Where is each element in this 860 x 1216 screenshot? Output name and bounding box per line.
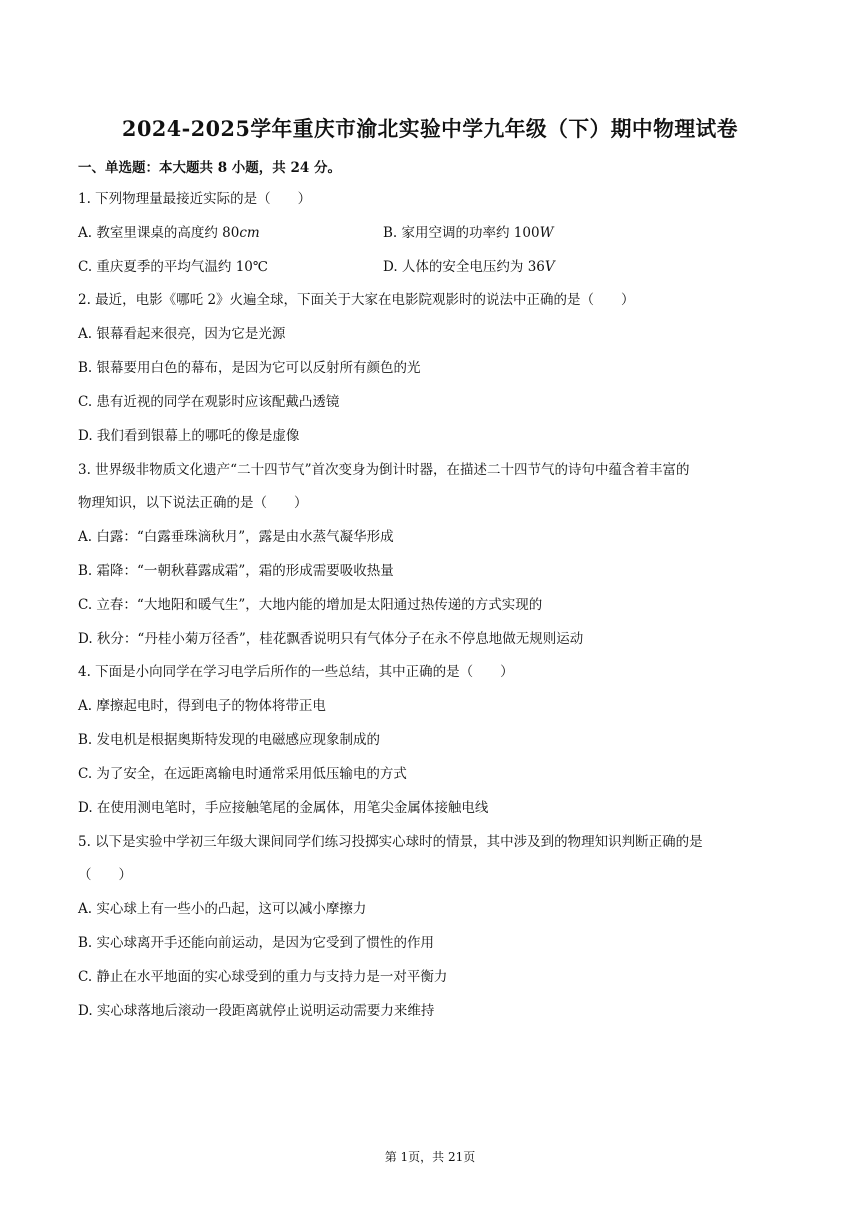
question-5-option-a: A. 实心球上有一些小的凸起，这可以减小摩擦力	[78, 901, 367, 917]
page-footer: 第 1页，共 21页	[384, 1150, 476, 1164]
question-1-option-d	[383, 258, 555, 276]
question-4-option-a: A. 摩擦起电时，得到电子的物体将带正电	[78, 698, 326, 714]
question-4-option-c: C. 为了安全，在远距离输电时通常采用低压输电的方式	[78, 766, 407, 782]
section-header-single-choice: 一、单选题：本大题共 8 小题，共 24 分。	[78, 160, 341, 176]
question-3-stem-line-1: 3. 世界级非物质文化遗产“二十四节气”首次变身为倒计时器，在描述二十四节气的诗句中蕴含着丰富的	[78, 462, 690, 478]
question-2-option-a: A. 银幕看起来很亮，因为它是光源	[78, 326, 286, 342]
question-1-option-c: C. 重庆夏季的平均气温约 10℃	[78, 259, 269, 275]
question-3-option-c: C. 立春：“大地阳和暖气生”，大地内能的增加是太阳通过热传递的方式实现的	[78, 597, 543, 613]
question-3-stem-line-2: 物理知识，以下说法正确的是（ ）	[78, 495, 308, 511]
option-text: B. 家用空调的功率约 100	[383, 225, 540, 241]
question-5-option-d: D. 实心球落地后滚动一段距离就停止说明运动需要力来维持	[78, 1003, 435, 1019]
question-5-stem-line-2: （ ）	[78, 867, 132, 883]
question-2-option-b: B. 银幕要用白色的幕布，是因为它可以反射所有颜色的光	[78, 360, 421, 376]
question-3-option-b: B. 霜降：“一朝秋暮露成霜”，霜的形成需要吸收热量	[78, 563, 394, 579]
unit-symbol: cm	[239, 225, 260, 241]
question-4-option-d: D. 在使用测电笔时，手应接触笔尾的金属体，用笔尖金属体接触电线	[78, 800, 489, 816]
question-1-option-b	[383, 224, 553, 242]
question-2-stem: 2. 最近，电影《哪吒 2》火遍全球，下面关于大家在电影院观影时的说法中正确的是（ ）	[78, 292, 635, 308]
option-text: D. 人体的安全电压约为 36	[383, 259, 545, 275]
option-text: A. 教室里课桌的高度约 80	[78, 225, 240, 241]
question-1-option-a	[78, 224, 260, 242]
unit-symbol: W	[539, 225, 554, 241]
question-4-option-b: B. 发电机是根据奥斯特发现的电磁感应现象制成的	[78, 732, 381, 748]
question-1-stem: 1. 下列物理量最接近实际的是（ ）	[78, 191, 312, 207]
question-5-option-c: C. 静止在水平地面的实心球受到的重力与支持力是一对平衡力	[78, 969, 448, 985]
question-2-option-d: D. 我们看到银幕上的哪吒的像是虚像	[78, 428, 300, 444]
question-5-option-b: B. 实心球离开手还能向前运动，是因为它受到了惯性的作用	[78, 935, 435, 951]
exam-title: 2024-2025学年重庆市渝北实验中学九年级（下）期中物理试卷	[122, 116, 738, 141]
question-3-option-d: D. 秋分：“丹桂小菊万径香”，桂花飘香说明只有气体分子在永不停息地做无规则运动	[78, 631, 584, 647]
unit-symbol: V	[544, 259, 555, 275]
question-5-stem-line-1: 5. 以下是实验中学初三年级大课间同学们练习投掷实心球时的情景，其中涉及到的物理知识判断正确的是	[78, 834, 703, 850]
question-4-stem: 4. 下面是小向同学在学习电学后所作的一些总结，其中正确的是（ ）	[78, 664, 514, 680]
question-2-option-c: C. 患有近视的同学在观影时应该配戴凸透镜	[78, 394, 340, 410]
question-3-option-a: A. 白露：“白露垂珠滴秋月”，露是由水蒸气凝华形成	[78, 529, 394, 545]
